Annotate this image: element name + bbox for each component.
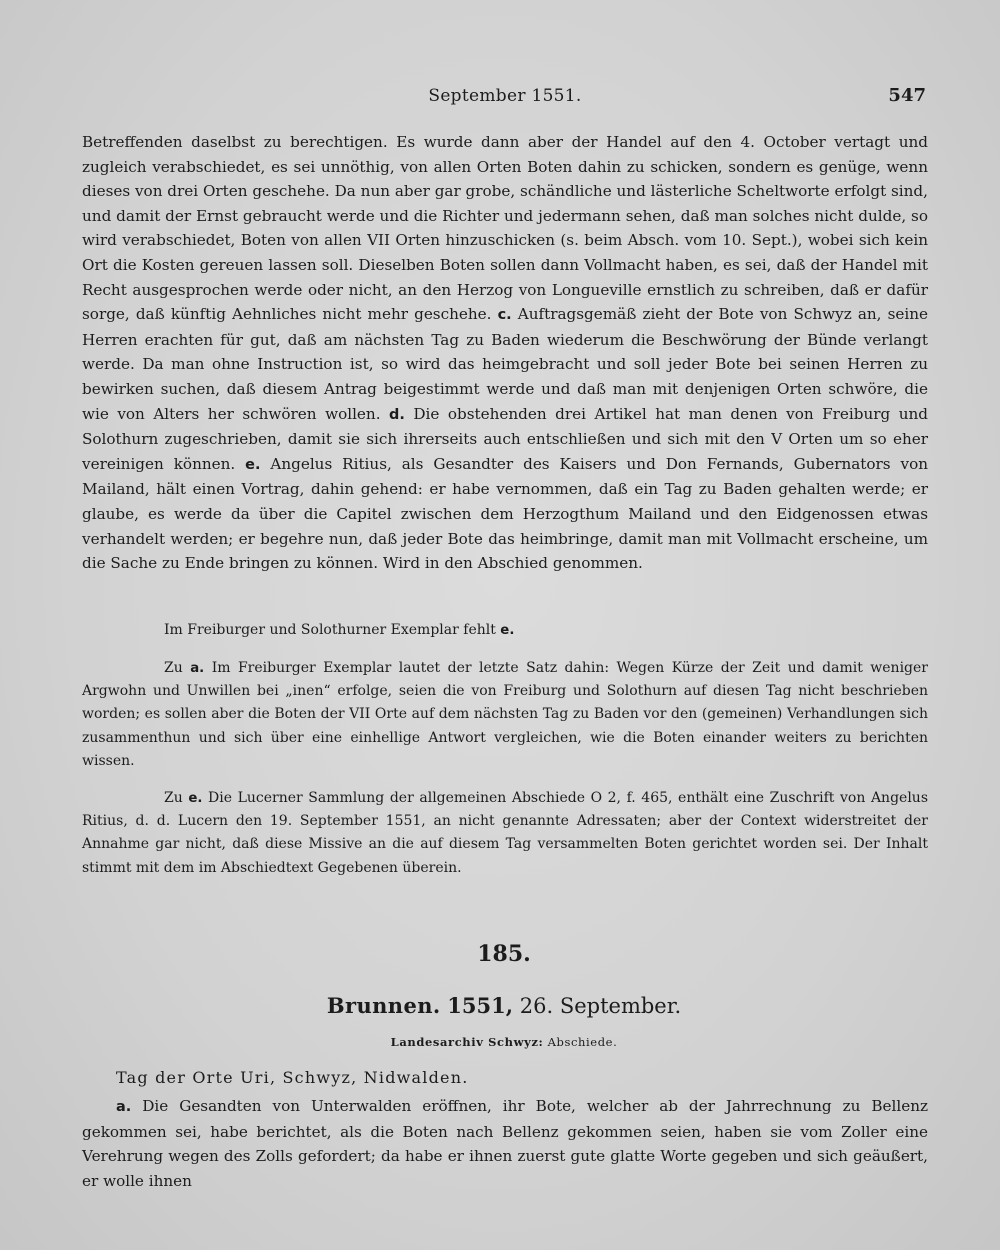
- main-paragraph-part-3: Die obstehenden drei Artikel hat man denen von Freiburg und Solothurn zugeschrieben, damit sie sich ihrerseits auch entschließen und sich mit den V Orten um so eher vereinigen können.: [82, 404, 929, 473]
- main-paragraph-part-2: Auftragsgemäß zieht der Bote von Schwyz an, seine Herren erachten für gut, daß am nächsten Tag zu Baden wiederum die Beschwörung der Bünde verlangt werde. Da man ohne Instruction ist, so wird das heimgebracht und soll jeder Bote bei seinen Herren zu bewirken suchen, daß diesem Antrag beigestimmt werde und daß man mit denjenigen Orten schwöre, die wie von Alters her schwören wollen.: [82, 305, 929, 423]
- section-place: Brunnen.: [326, 993, 441, 1018]
- footnote-2-prefix: Zu: [164, 660, 183, 676]
- page-number: 547: [888, 85, 926, 106]
- footnote-2-text: Im Freiburger Exemplar lautet der letzte Satz dahin: Wegen Kürze der Zeit und damit weniger Argwohn und Unwillen bei „inen“ erfolge, seien die von Freiburg und Solothurn auf diesen Tag nicht beschrieben worden; es sollen aber die Boten der VII Orte auf dem nächsten Tag zu Baden vor den (gemeinen) Verhandlungen sich zusammenthun und sich über eine einhellige Antwort vergleichen, wie die Boten einander weiters zu berichten wissen.: [82, 660, 928, 769]
- main-paragraph-part-1: Betreffenden daselbst zu berechtigen. Es wurde dann aber der Handel auf den 4. October vertagt und zugleich verabschiedet, es sei unnöthig, von allen Orten Boten dahin zu schicken, sondern es genüge, wenn dieses von drei Orten geschehe. Da nun aber gar grobe, schändliche und lästerliche Scheltworte erfolgt sind, und damit der Ernst gebraucht werde und die Richter und jedermann sehen, daß man solches nicht dulde, so wird verabschiedet, Boten von allen VII Orten hinzuschicken (s. beim Absch. vom 10. Sept.), wobei sich kein Ort die Kosten gereuen lassen soll. Dieselben Boten sollen dann Vollmacht haben, es sei, daß der Handel mit Recht ausgesprochen werde oder nicht, an den Herzog von Longueville ernstlich zu schreiben, daß er dafür sorge, daß künftig Aehnliches nicht mehr geschehe.: [82, 133, 928, 324]
- section-number: 185.: [477, 941, 531, 967]
- section-heading: [0, 993, 1000, 1018]
- footnote-1-text: Im Freiburger und Solothurner Exemplar fehlt: [164, 622, 496, 638]
- item-letter-c: c.: [497, 307, 512, 324]
- footnote-2-letter: a.: [190, 661, 205, 676]
- item-letter-e: e.: [245, 456, 261, 473]
- source-archive: Landesarchiv Schwyz:: [390, 1035, 544, 1049]
- section-item-letter-a: a.: [116, 1099, 132, 1115]
- diet-title: Tag der Orte Uri, Schwyz, Nidwalden.: [116, 1068, 469, 1087]
- source-collection: Abschiede.: [547, 1035, 618, 1049]
- main-paragraph: [82, 130, 928, 576]
- footnote-3-prefix: Zu: [164, 790, 183, 806]
- source-reference: [0, 1035, 1000, 1049]
- footnote-3-letter: e.: [188, 791, 203, 806]
- page-header: [82, 86, 928, 112]
- section-date: 26. September.: [519, 994, 682, 1018]
- main-paragraph-part-4: Angelus Ritius, als Gesandter des Kaisers und Don Fernands, Gubernators von Mailand, hält einen Vortrag, dahin gehend: er habe vernommen, daß ein Tag zu Baden gehalten werde; er glaube, es werde da über die Capitel zwischen dem Herzogthum Mailand und den Eidgenossen etwas verhandelt werden; er begehre nun, daß jeder Bote das heimbringe, damit man mit Vollmacht erscheine, um die Sache zu Ende bringen zu können. Wird in den Abschied genommen.: [82, 454, 929, 573]
- item-letter-d: d.: [389, 406, 405, 423]
- footnote-on-e: [82, 787, 928, 880]
- running-title: September 1551.: [428, 86, 582, 106]
- footnote-missing-e: [82, 619, 928, 642]
- section-paragraph-a: [82, 1094, 928, 1193]
- section-paragraph-a-text: Die Gesandten von Unterwalden eröffnen, ihr Bote, welcher ab der Jahrrechnung zu Bellenz gekommen sei, habe berichtet, als die Boten nach Bellenz gekommen seien, haben sie vom Zoller eine Verehrung wegen des Zolls gefordert; da habe er ihnen zuerst gute glatte Worte gegeben und sich geäußert, er wolle ihnen: [82, 1097, 928, 1190]
- footnote-3-text: Die Lucerner Sammlung der allgemeinen Abschiede O 2, f. 465, enthält eine Zuschrift von Angelus Ritius, d. d. Lucern den 19. September 1551, an nicht genannte Adressaten; aber der Context widerstreitet der Annahme gar nicht, daß diese Missive an die auf diesem Tag versammelten Boten gerichtet worden sei. Der Inhalt stimmt mit dem im Abschiedtext Gegebenen überein.: [82, 790, 929, 876]
- footnote-1-letter: e.: [500, 623, 515, 638]
- section-year: 1551,: [447, 993, 514, 1018]
- footnote-on-a: [82, 657, 928, 773]
